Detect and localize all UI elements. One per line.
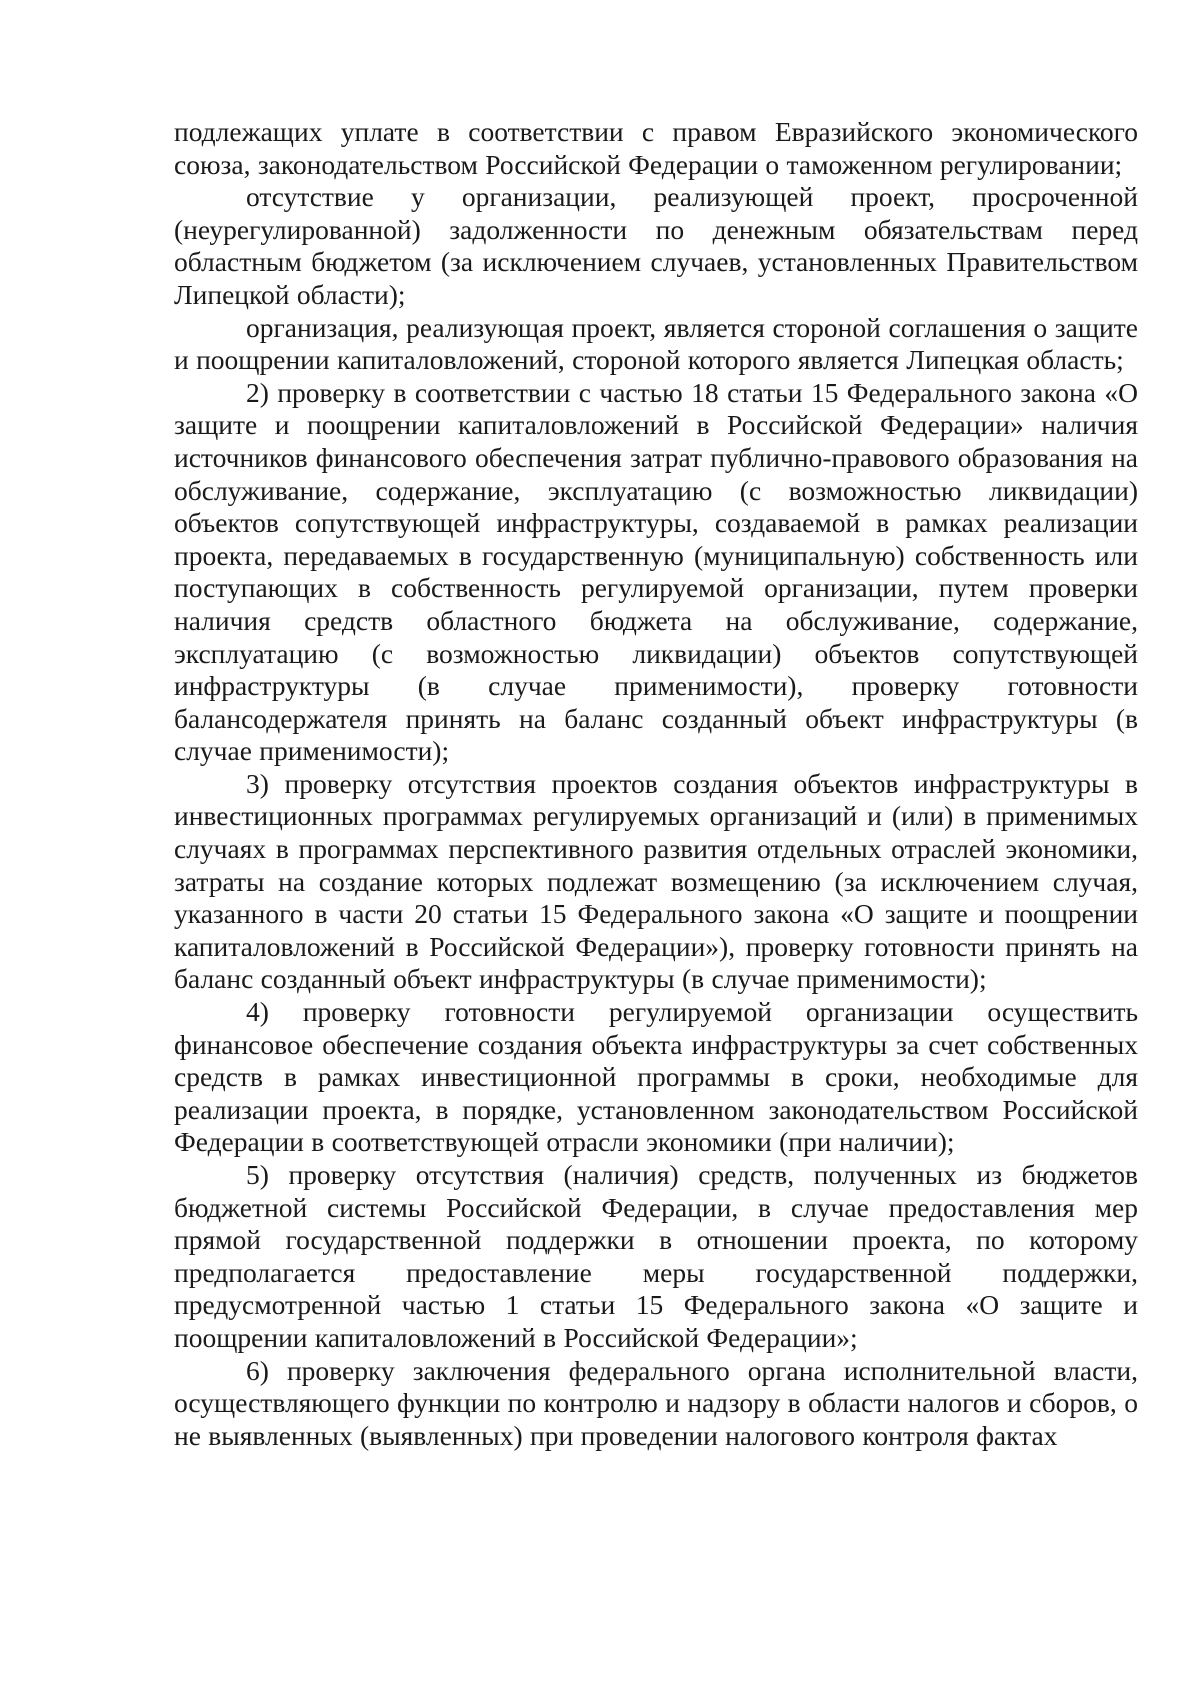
- paragraph-customs-regulation: подлежащих уплате в соответствии с правом Евразийского экономического союза, законодательством Российской Федерации о таможенном регулировании;: [174, 116, 1138, 180]
- paragraph-item-5: 5) проверку отсутствия (наличия) средств, полученных из бюджетов бюджетной системы Российской Федерации, в случае предоставления мер прямой государственной поддержки в отношении проекта, по которому предполагается предоставление меры государственной поддержки, предусмотренной частью 1 статьи 15 Федерального закона «О защите и поощрении капиталовложений в Российской Федерации»;: [174, 1159, 1138, 1353]
- paragraph-item-2: 2) проверку в соответствии с частью 18 статьи 15 Федерального закона «О защите и поощрении капиталовложений в Российской Федерации» наличия источников финансового обеспечения затрат публично-правового образования на обслуживание, содержание, эксплуатацию (с возможностью ликвидации) объектов сопутствующей инфраструктуры, создаваемой в рамках реализации проекта, передаваемых в государственную (муниципальную) собственность или поступающих в собственность регулируемой организации, путем проверки наличия средств областного бюджета на обслуживание, содержание, эксплуатацию (с возможностью ликвидации) объектов сопутствующей инфраструктуры (в случае применимости), проверку готовности балансодержателя принять на баланс созданный объект инфраструктуры (в случае применимости);: [174, 376, 1138, 767]
- document-page: [174, 116, 1138, 1452]
- paragraph-item-3: 3) проверку отсутствия проектов создания объектов инфраструктуры в инвестиционных программах регулируемых организаций и (или) в применимых случаях в программах перспективного развития отдельных отраслей экономики, затраты на создание которых подлежат возмещению (за исключением случая, указанного в части 20 статьи 15 Федерального закона «О защите и поощрении капиталовложений в Российской Федерации»), проверку готовности принять на баланс созданный объект инфраструктуры (в случае применимости);: [174, 767, 1138, 995]
- paragraph-item-4: 4) проверку готовности регулируемой организации осуществить финансовое обеспечение создания объекта инфраструктуры за счет собственных средств в рамках инвестиционной программы в сроки, необходимые для реализации проекта, в порядке, установленном законодательством Российской Федерации в соответствующей отрасли экономики (при наличии);: [174, 996, 1138, 1158]
- paragraph-no-debt: отсутствие у организации, реализующей проект, просроченной (неурегулированной) задолженности по денежным обязательствам перед областным бюджетом (за исключением случаев, установленных Правительством Липецкой области);: [174, 181, 1138, 310]
- paragraph-agreement-party: организация, реализующая проект, является стороной соглашения о защите и поощрении капиталовложений, стороной которого является Липецкая область;: [174, 311, 1138, 376]
- paragraph-item-6: 6) проверку заключения федерального органа исполнительной власти, осуществляющего функции по контролю и надзору в области налогов и сборов, о не выявленных (выявленных) при проведении налогового контроля фактах: [174, 1354, 1138, 1451]
